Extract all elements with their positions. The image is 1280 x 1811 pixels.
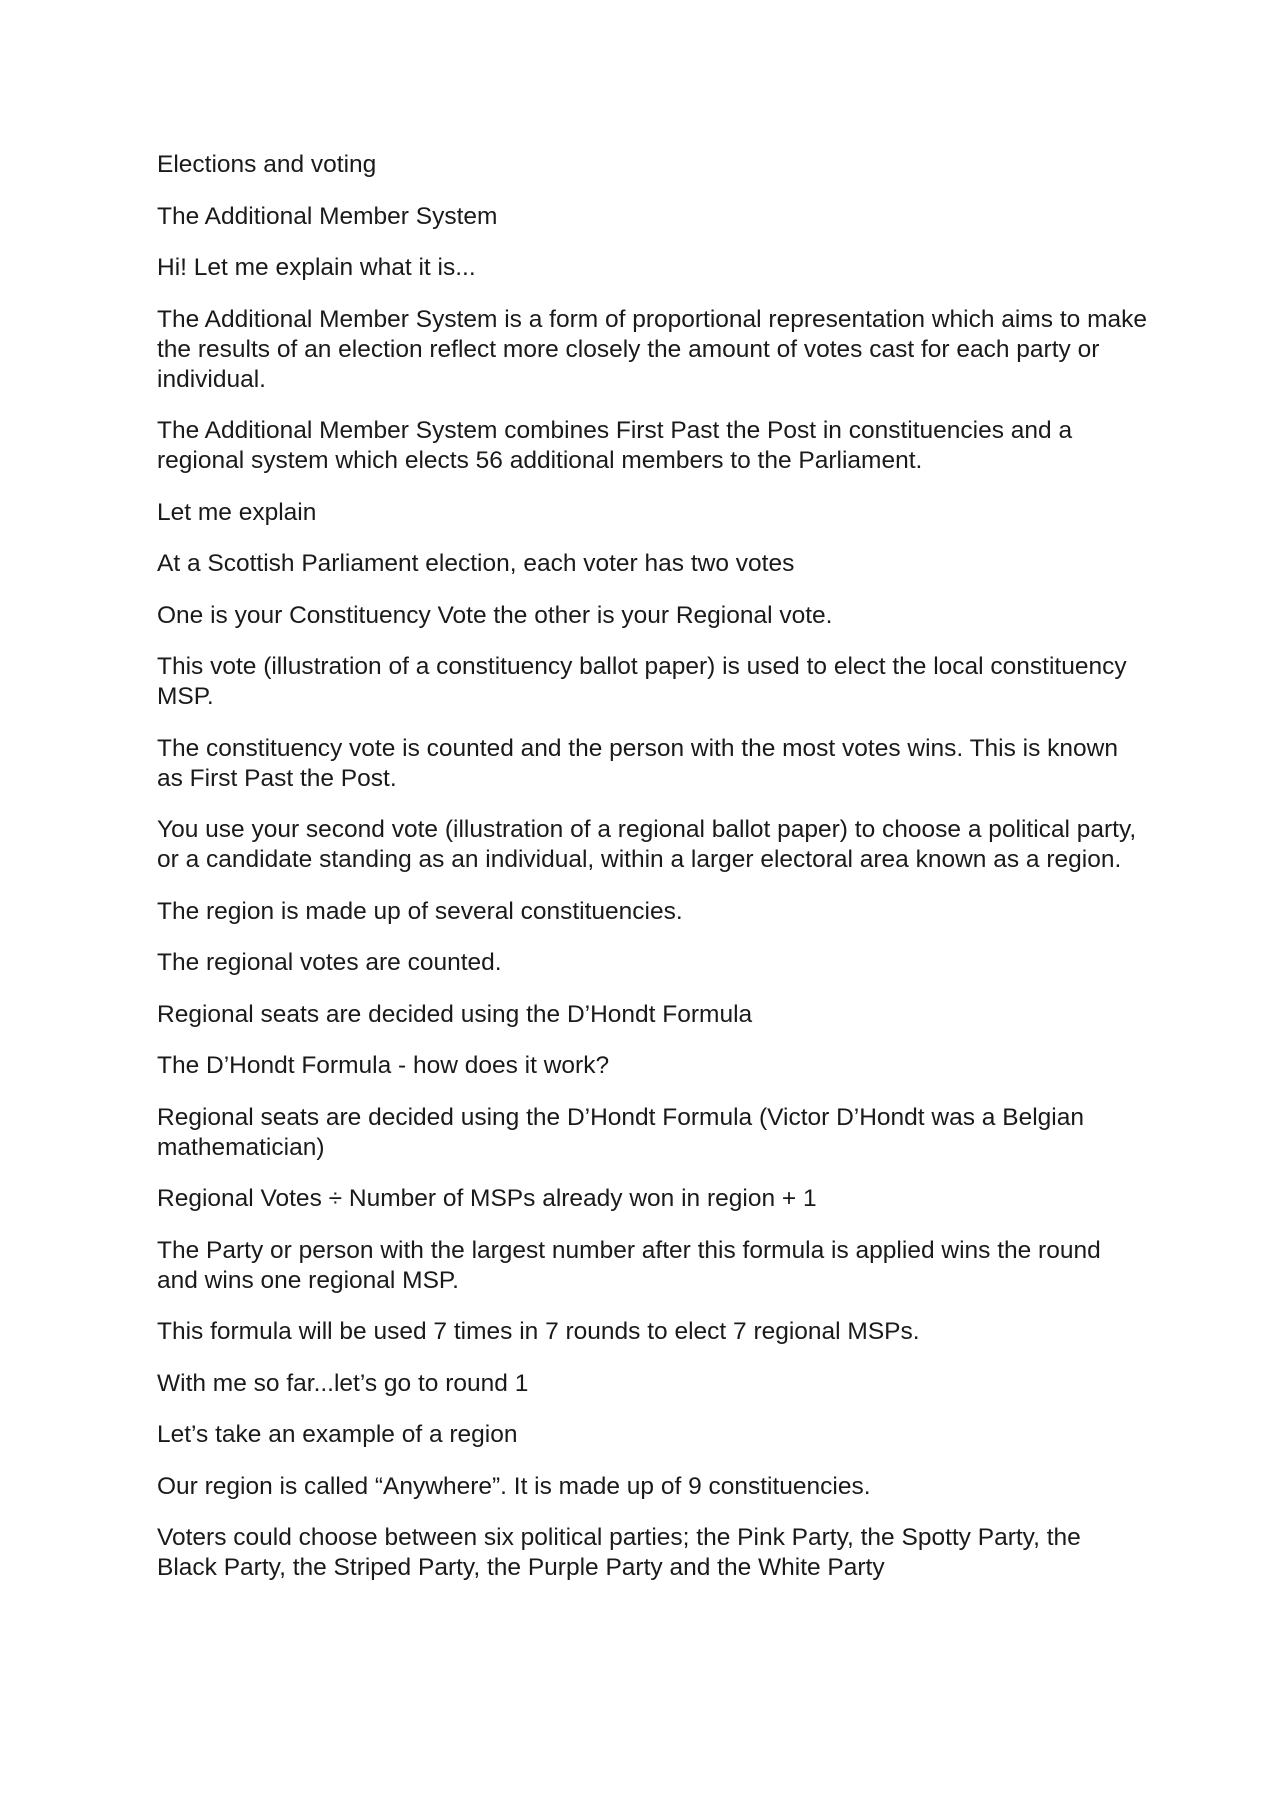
paragraph: Let’s take an example of a region [157,1421,518,1448]
document-body [157,150,1147,1605]
paragraph: One is your Constituency Vote the other is your Regional vote. [157,601,833,629]
paragraph: The Party or person with the largest number after this formula is applied wins the round and wins one regional MSP. [157,1236,1101,1294]
paragraph: The Additional Member System is a form of proportional representation which aims to make the results of an election reflect more closely the amount of votes cast for each party or individual. [157,305,1147,393]
paragraph: The Additional Member System combines First Past the Post in constituencies and a regional system which elects 56 additional members to the Parliament. [157,417,1073,474]
paragraph: Regional seats are decided using the D’Hondt Formula [157,1000,753,1028]
paragraph: This vote (illustration of a constituency ballot paper) is used to elect the local constituency MSP. [157,653,1127,710]
paragraph: Hi! Let me explain what it is... [157,254,476,281]
paragraph: Let me explain [157,498,317,526]
paragraph: With me so far...let’s go to round 1 [157,1369,529,1397]
paragraph: At a Scottish Parliament election, each voter has two votes [157,550,795,577]
section-heading: The Additional Member System [157,202,498,230]
paragraph: The constituency vote is counted and the person with the most votes wins. This is known as First Past the Post. [157,734,1118,792]
formula: Regional Votes ÷ Number of MSPs already won in region + 1 [157,1185,817,1212]
paragraph: This formula will be used 7 times in 7 rounds to elect 7 regional MSPs. [157,1318,920,1345]
paragraph: The region is made up of several constituencies. [157,897,683,925]
paragraph: The regional votes are counted. [157,949,502,976]
paragraph: Regional seats are decided using the D’Hondt Formula (Victor D’Hondt was a Belgian mathematician) [157,1103,1084,1161]
paragraph: Our region is called “Anywhere”. It is made up of 9 constituencies. [157,1472,871,1500]
section-heading: The D’Hondt Formula - how does it work? [157,1052,610,1079]
document-title: Elections and voting [157,151,377,178]
paragraph: Voters could choose between six political parties; the Pink Party, the Spotty Party, the Black Party, the Striped Party, the Purple Party and the White Party [157,1524,1081,1581]
paragraph: You use your second vote (illustration of a regional ballot paper) to choose a political party, or a candidate standing as an individual, within a larger electoral area known as a region. [157,816,1137,873]
